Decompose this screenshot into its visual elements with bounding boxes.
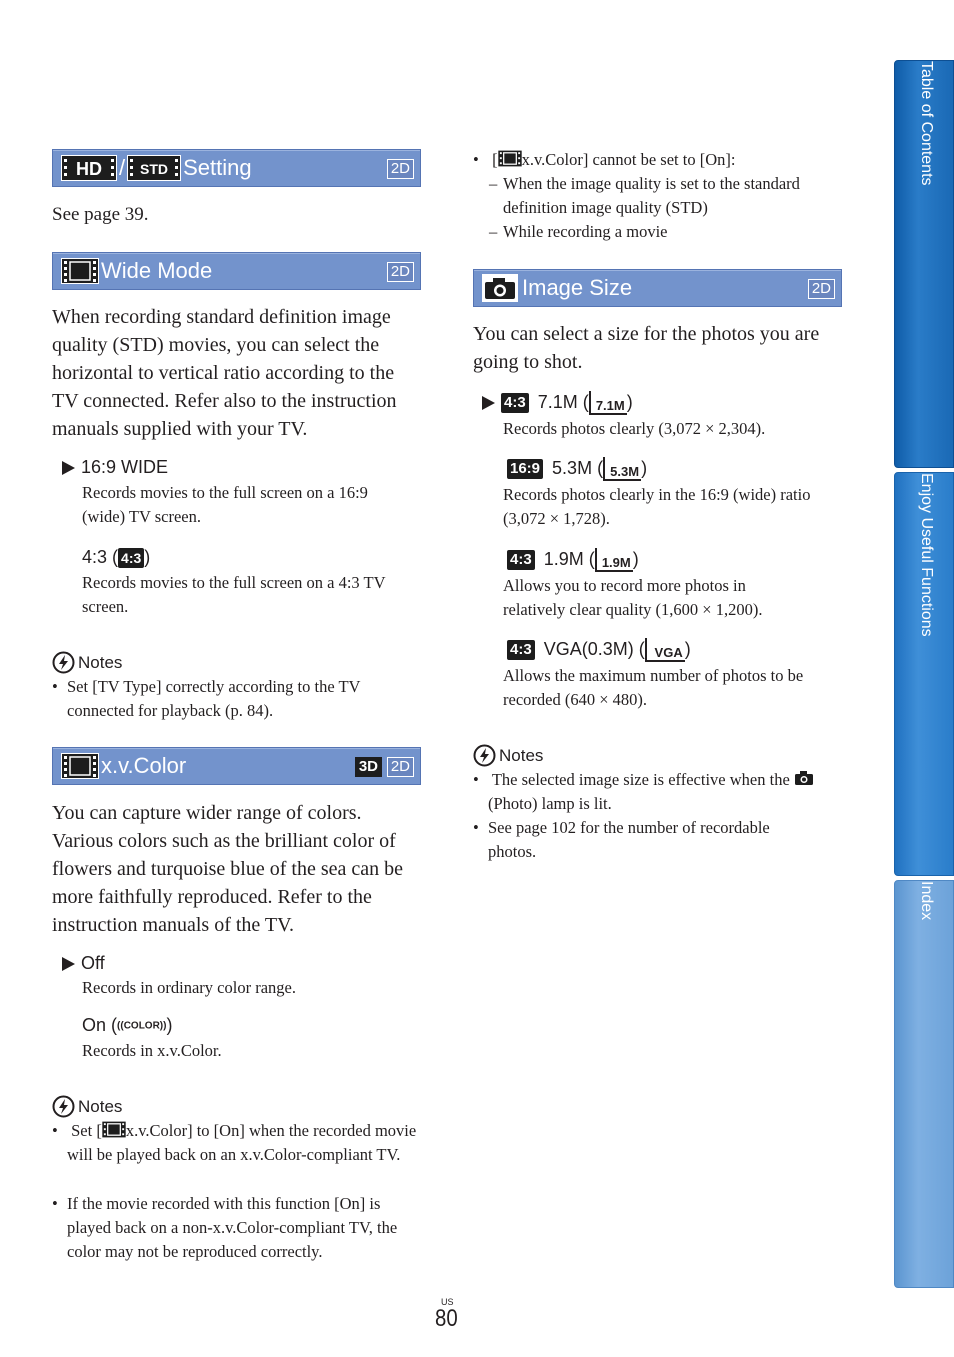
hd-icon <box>61 155 117 181</box>
notes-icon <box>52 651 75 674</box>
option-description: Records photos clearly in the 16:9 (wide) ratio (3,072 × 1,728). <box>503 485 811 528</box>
aspect-16-9-icon: 16:9 <box>507 459 543 479</box>
option-16-9-wide[interactable]: 16:9 WIDE <box>62 456 168 478</box>
note-subitem: – When the image quality is set to the standard definition image quality (STD) <box>489 172 849 220</box>
film-icon <box>61 258 99 284</box>
image-size-7-1m-icon: 7.1M <box>589 391 627 415</box>
option-on[interactable]: On (((COLOR))) <box>82 1015 173 1035</box>
notes-heading: Notes <box>473 744 543 767</box>
camera-icon <box>794 770 814 786</box>
std-icon <box>127 155 181 181</box>
section-header-hd-std-setting <box>52 149 421 187</box>
default-marker-icon <box>482 396 495 410</box>
option-vga[interactable]: 4:3 VGA(0.3M) ( VGA ) <box>507 638 691 662</box>
note-item: • Set [TV Type] correctly according to the TV connected for playback (p. 84). <box>52 675 412 723</box>
badge-3d: 3D <box>355 757 382 777</box>
film-icon <box>498 150 522 167</box>
image-size-description: You can select a size for the photos you are going to shot. <box>473 323 820 373</box>
image-size-vga-icon: VGA <box>645 638 685 662</box>
notes-icon <box>52 1095 75 1118</box>
tab-enjoy-useful-functions[interactable]: Enjoy Useful Functions <box>894 472 954 876</box>
aspect-4-3-icon: 4:3 <box>507 640 535 660</box>
note-item: • [ x.v.Color] cannot be set to [On]: <box>473 148 853 172</box>
option-1-9m[interactable]: 4:3 1.9M ( 1.9M ) <box>507 548 639 572</box>
page-number: 80 <box>435 1305 458 1332</box>
option-4-3[interactable]: 4:3 ( 4:3 ) <box>82 547 151 567</box>
film-icon <box>102 1121 126 1138</box>
notes-heading: Notes <box>52 651 122 674</box>
tab-table-of-contents[interactable]: Table of Contents <box>894 60 954 468</box>
option-off[interactable]: Off <box>62 952 105 974</box>
option-description: Allows you to record more photos in relatively clear quality (1,600 × 1,200). <box>503 576 763 619</box>
badge-2d: 2D <box>387 262 414 282</box>
film-icon <box>61 753 99 779</box>
tab-index[interactable]: Index <box>894 880 954 1288</box>
note-item: • If the movie recorded with this function [On] is played back on a non-x.v.Color-compliant TV, the color may not be reproduced correctly. <box>52 1192 422 1264</box>
notes-icon <box>473 744 496 767</box>
aspect-4-3-icon: 4:3 <box>118 548 144 568</box>
section-title: Image Size <box>522 275 633 300</box>
note-item: • See page 102 for the number of recordable photos. <box>473 816 818 864</box>
xv-color-icon: ((COLOR)) <box>117 1020 167 1032</box>
see-page-text: See page 39. <box>52 204 149 225</box>
camera-icon <box>482 274 518 302</box>
svg-text:STD: STD <box>140 161 169 177</box>
xv-color-description: You can capture wider range of colors. Various colors such as the brilliant color of flowers and turquoise blue of the sea can be more faithfully reproduced. Refer to the instruction manuals of the TV. <box>52 802 403 936</box>
option-5-3m[interactable]: 16:9 5.3M ( 5.3M ) <box>507 457 647 481</box>
option-description: Allows the maximum number of photos to be recorded (640 × 480). <box>503 666 804 709</box>
slash-separator: / <box>119 155 126 180</box>
region-label: US <box>441 1297 454 1307</box>
badge-2d: 2D <box>808 279 835 299</box>
note-item: • The selected image size is effective when the (Photo) lamp is lit. <box>473 768 848 816</box>
note-subitem: – While recording a movie <box>489 220 667 244</box>
option-description: Records movies to the full screen on a 16:9 (wide) TV screen. <box>82 483 368 526</box>
section-header-image-size <box>473 269 842 307</box>
section-title: x.v.Color <box>101 753 187 778</box>
badge-2d: 2D <box>387 757 414 777</box>
image-size-5-3m-icon: 5.3M <box>603 457 641 481</box>
wide-mode-description: When recording standard definition image quality (STD) movies, you can select the horizontal to vertical ratio according to the TV connected. Refer also to the instruction manuals supplied with your TV. <box>52 306 397 440</box>
section-header-wide-mode <box>52 252 421 290</box>
default-marker-icon <box>62 461 75 475</box>
option-7-1m[interactable]: 4:3 7.1M ( 7.1M ) <box>482 391 633 415</box>
section-header-xv-color <box>52 747 421 785</box>
aspect-4-3-icon: 4:3 <box>501 393 529 413</box>
option-description: Records in ordinary color range. <box>82 978 296 997</box>
notes-heading: Notes <box>52 1095 122 1118</box>
section-title: Setting <box>183 155 252 180</box>
note-item: • Set [ x.v.Color] to [On] when the recorded movie will be played back on an x.v.Color-compliant TV. <box>52 1119 422 1167</box>
aspect-4-3-icon: 4:3 <box>507 550 535 570</box>
option-description: Records photos clearly (3,072 × 2,304). <box>503 419 766 438</box>
default-marker-icon <box>62 957 75 971</box>
option-description: Records in x.v.Color. <box>82 1041 222 1060</box>
section-title: Wide Mode <box>101 258 213 283</box>
svg-text:HD: HD <box>76 159 102 179</box>
image-size-1-9m-icon: 1.9M <box>595 548 633 572</box>
option-description: Records movies to the full screen on a 4:3 TV screen. <box>82 573 386 616</box>
badge-2d: 2D <box>387 159 414 179</box>
